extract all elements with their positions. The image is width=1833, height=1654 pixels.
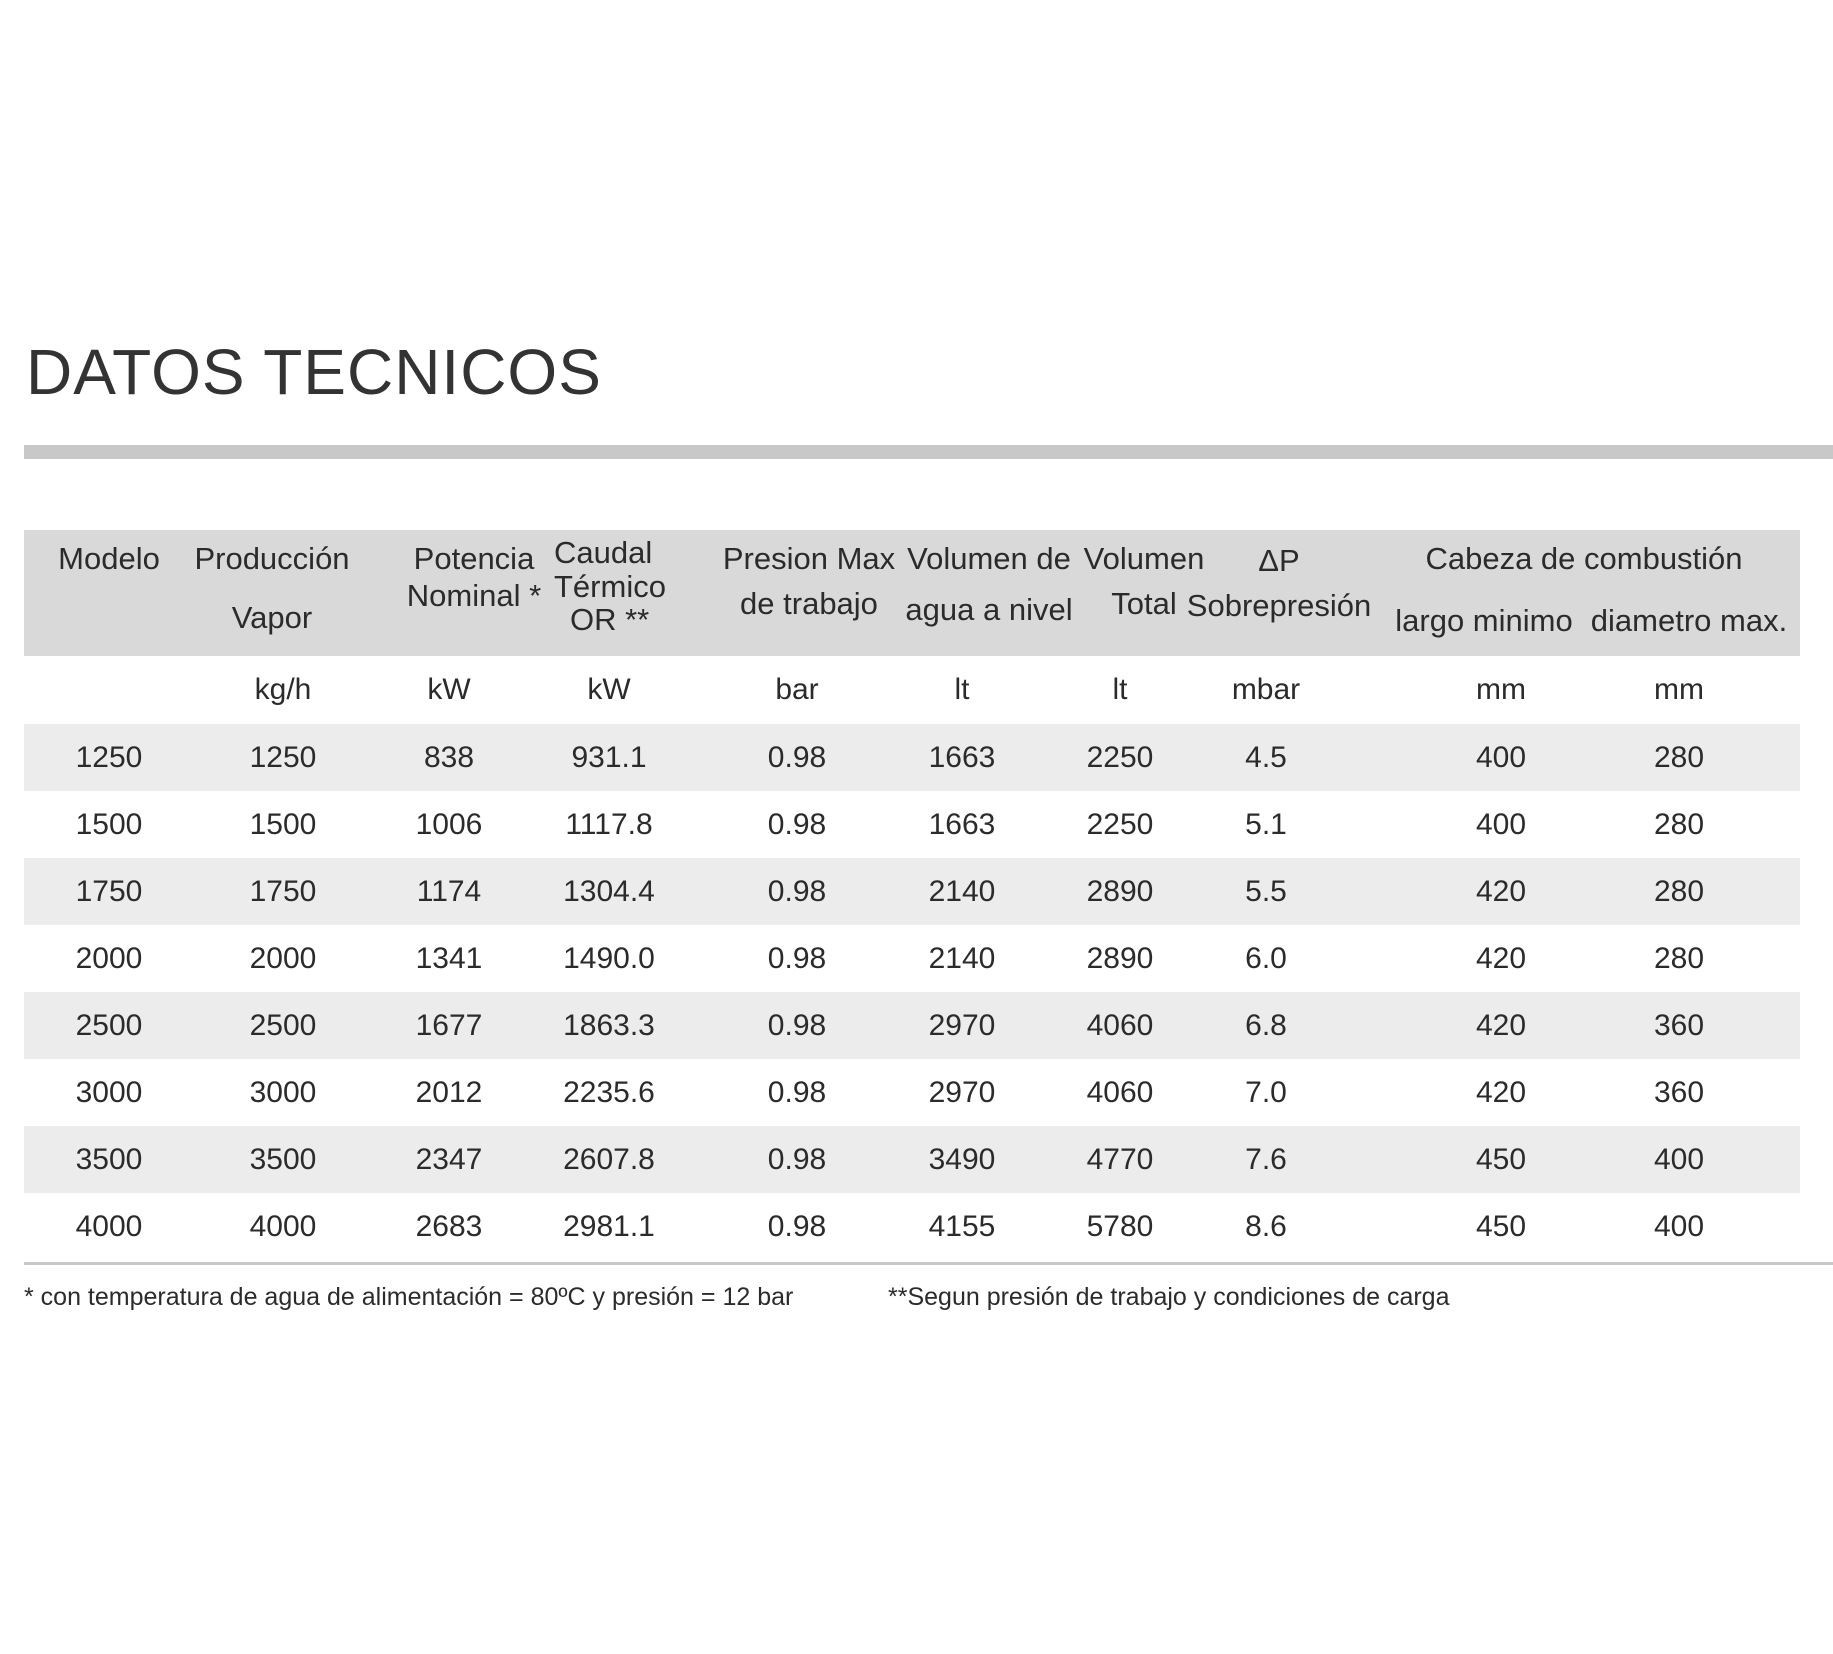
table-cell: 8.6 bbox=[1245, 1210, 1287, 1243]
header-diametro-max: diametro max. bbox=[1590, 603, 1788, 638]
table-cell: 400 bbox=[1653, 1210, 1705, 1243]
header-delta-p: ΔP Sobrepresión bbox=[1186, 543, 1372, 624]
table-cell: 1663 bbox=[928, 808, 996, 841]
table-cell: 0.98 bbox=[767, 1210, 827, 1243]
table-cell: 3500 bbox=[249, 1143, 317, 1176]
table-cell: 0.98 bbox=[767, 1009, 827, 1042]
page-title: DATOS TECNICOS bbox=[26, 336, 602, 408]
table-cell: 7.0 bbox=[1245, 1076, 1287, 1109]
table-cell: 2235.6 bbox=[563, 1076, 655, 1109]
table-cell: 3000 bbox=[249, 1076, 317, 1109]
table-cell: 2970 bbox=[928, 1009, 996, 1042]
table-cell: 450 bbox=[1475, 1143, 1527, 1176]
table-row bbox=[24, 858, 1800, 925]
table-cell: 2683 bbox=[415, 1210, 483, 1243]
unit-cell: lt bbox=[954, 673, 970, 706]
table-cell: 1006 bbox=[415, 808, 483, 841]
table-cell: 360 bbox=[1653, 1076, 1705, 1109]
header-potencia: Potencia Nominal * bbox=[406, 541, 542, 614]
table-cell: 5.1 bbox=[1245, 808, 1287, 841]
table-row bbox=[24, 925, 1800, 992]
header-presion: Presion Max de trabajo bbox=[722, 541, 896, 622]
table-cell: 4155 bbox=[928, 1210, 996, 1243]
table-cell: 3000 bbox=[75, 1076, 143, 1109]
header-volumen-agua: Volumen de agua a nivel bbox=[905, 541, 1073, 628]
table-cell: 400 bbox=[1475, 808, 1527, 841]
table-cell: 2981.1 bbox=[563, 1210, 655, 1243]
table-cell: 0.98 bbox=[767, 1143, 827, 1176]
table-cell: 2970 bbox=[928, 1076, 996, 1109]
table-cell: 420 bbox=[1475, 875, 1527, 908]
table-cell: 400 bbox=[1475, 741, 1527, 774]
table-cell: 6.0 bbox=[1245, 942, 1287, 975]
table-row bbox=[24, 724, 1800, 791]
table-cell: 2607.8 bbox=[563, 1143, 655, 1176]
table-bottom-divider bbox=[24, 1262, 1833, 1265]
table-cell: 4000 bbox=[249, 1210, 317, 1243]
table-cell: 1500 bbox=[249, 808, 317, 841]
header-caudal: Caudal Térmico OR ** bbox=[554, 535, 666, 637]
table-cell: 1117.8 bbox=[565, 808, 653, 841]
table-header bbox=[24, 530, 1800, 656]
table-cell: 4060 bbox=[1086, 1076, 1154, 1109]
header-produccion: Producción Vapor bbox=[194, 541, 350, 636]
table-cell: 2500 bbox=[249, 1009, 317, 1042]
table-cell: 280 bbox=[1653, 808, 1705, 841]
table-cell: 1250 bbox=[249, 741, 317, 774]
table-row bbox=[24, 1193, 1800, 1260]
table-cell: 2140 bbox=[928, 942, 996, 975]
table-cell: 4060 bbox=[1086, 1009, 1154, 1042]
table-cell: 1250 bbox=[75, 741, 143, 774]
header-largo-minimo: largo minimo bbox=[1395, 603, 1573, 638]
table-cell: 6.8 bbox=[1245, 1009, 1287, 1042]
table-cell: 0.98 bbox=[767, 741, 827, 774]
table-cell: 1750 bbox=[75, 875, 143, 908]
table-cell: 360 bbox=[1653, 1009, 1705, 1042]
table-cell: 2012 bbox=[415, 1076, 483, 1109]
table-cell: 4000 bbox=[75, 1210, 143, 1243]
table-cell: 280 bbox=[1653, 741, 1705, 774]
table-cell: 0.98 bbox=[767, 875, 827, 908]
table-cell: 2890 bbox=[1086, 942, 1154, 975]
table-cell: 420 bbox=[1475, 1076, 1527, 1109]
title-divider bbox=[24, 445, 1833, 459]
table-cell: 1677 bbox=[415, 1009, 483, 1042]
table-cell: 420 bbox=[1475, 942, 1527, 975]
table-cell: 1663 bbox=[928, 741, 996, 774]
table-cell: 4.5 bbox=[1245, 741, 1287, 774]
table-cell: 420 bbox=[1475, 1009, 1527, 1042]
footnote-temperature: * con temperatura de agua de alimentación = 80ºC y presión = 12 bar bbox=[24, 1283, 794, 1311]
unit-cell bbox=[39, 656, 179, 724]
table-row bbox=[24, 992, 1800, 1059]
unit-cell: bar bbox=[775, 673, 819, 706]
unit-cell: kW bbox=[587, 673, 631, 706]
table-cell: 3500 bbox=[75, 1143, 143, 1176]
table-cell: 2140 bbox=[928, 875, 996, 908]
table-row bbox=[24, 791, 1800, 858]
table-cell: 931.1 bbox=[571, 741, 647, 774]
unit-cell: mbar bbox=[1231, 673, 1301, 706]
table-cell: 1500 bbox=[75, 808, 143, 841]
table-cell: 5780 bbox=[1086, 1210, 1154, 1243]
table-cell: 280 bbox=[1653, 875, 1705, 908]
table-row bbox=[24, 1126, 1800, 1193]
unit-cell: mm bbox=[1654, 673, 1704, 706]
table-cell: 450 bbox=[1475, 1210, 1527, 1243]
table-cell: 1750 bbox=[249, 875, 317, 908]
table-cell: 2250 bbox=[1086, 741, 1154, 774]
table-cell: 1304.4 bbox=[563, 875, 655, 908]
units-row bbox=[24, 656, 1800, 724]
table-cell: 1341 bbox=[415, 942, 483, 975]
table-cell: 2890 bbox=[1086, 875, 1154, 908]
table-cell: 2250 bbox=[1086, 808, 1154, 841]
table-cell: 838 bbox=[423, 741, 475, 774]
table-row bbox=[24, 1059, 1800, 1126]
unit-cell: kg/h bbox=[254, 673, 312, 706]
header-modelo: Modelo bbox=[58, 541, 160, 576]
header-cabeza-combustion: Cabeza de combustión bbox=[1425, 541, 1743, 576]
unit-cell: kW bbox=[427, 673, 471, 706]
table-cell: 2000 bbox=[249, 942, 317, 975]
table-cell: 0.98 bbox=[767, 1076, 827, 1109]
header-volumen-total: Volumen Total bbox=[1083, 541, 1205, 622]
table-cell: 0.98 bbox=[767, 942, 827, 975]
table-cell: 4770 bbox=[1086, 1143, 1154, 1176]
table-cell: 400 bbox=[1653, 1143, 1705, 1176]
unit-cell: mm bbox=[1476, 673, 1526, 706]
table-cell: 2000 bbox=[75, 942, 143, 975]
footnote-pressure: **Segun presión de trabajo y condiciones de carga bbox=[888, 1283, 1450, 1311]
table-cell: 7.6 bbox=[1245, 1143, 1287, 1176]
table-cell: 1174 bbox=[416, 875, 482, 908]
table-cell: 2347 bbox=[415, 1143, 483, 1176]
table-cell: 1863.3 bbox=[563, 1009, 655, 1042]
table-cell: 3490 bbox=[928, 1143, 996, 1176]
table-cell: 2500 bbox=[75, 1009, 143, 1042]
table-cell: 1490.0 bbox=[563, 942, 655, 975]
unit-cell: lt bbox=[1112, 673, 1128, 706]
table-cell: 5.5 bbox=[1245, 875, 1287, 908]
table-cell: 280 bbox=[1653, 942, 1705, 975]
table-body bbox=[24, 724, 1800, 1260]
table-cell: 0.98 bbox=[767, 808, 827, 841]
